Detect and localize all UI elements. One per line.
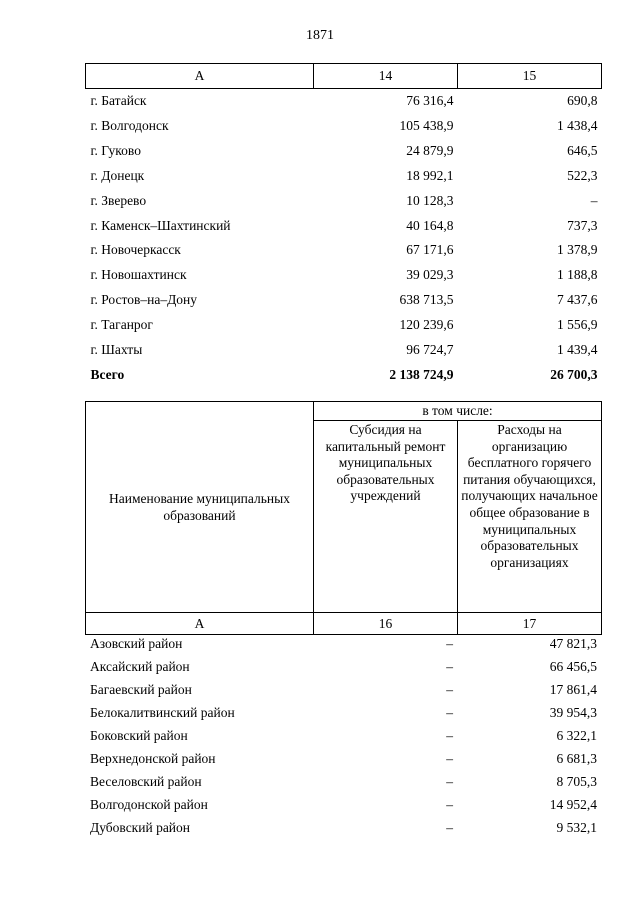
value-col17: 6 322,1 <box>556 728 597 743</box>
table-header-block <box>85 401 602 635</box>
table-header-row <box>86 64 602 89</box>
table-row <box>86 313 602 338</box>
value-col15: 7 437,6 <box>557 292 598 308</box>
column-index: 16 <box>314 613 458 635</box>
value-col14: 76 316,4 <box>406 93 454 109</box>
value-col17: 47 821,3 <box>549 636 597 652</box>
value-col15: 1 378,9 <box>557 242 598 258</box>
value-col16: – <box>446 728 453 743</box>
value-col17: 6 681,3 <box>556 750 597 766</box>
column-16-header: Субсидия на капитальный ремонт муниципальных образовательных учреждений <box>314 421 458 613</box>
table-row <box>86 337 602 362</box>
value-col15: 1 439,4 <box>557 341 598 357</box>
column-header: А <box>86 64 314 89</box>
municipality-name: г. Таганрог <box>90 317 153 333</box>
column-index: 17 <box>458 613 602 635</box>
value-col14: 10 128,3 <box>406 192 454 208</box>
municipality-name: Веселовский район <box>90 773 202 789</box>
municipality-name: г. Гуково <box>90 143 141 159</box>
municipality-name: г. Ростов–на–Дону <box>90 292 198 308</box>
value-col16: – <box>446 796 453 812</box>
value-col16: – <box>446 819 453 835</box>
value-col14: 120 239,6 <box>399 317 454 333</box>
value-col14: 40 164,8 <box>406 217 454 233</box>
value-col16: – <box>446 773 453 789</box>
table-row <box>85 770 601 793</box>
municipality-name: Верхнедонской район <box>90 750 216 766</box>
municipality-name: г. Каменск–Шахтинский <box>90 217 231 233</box>
municipality-name: г. Новошахтинск <box>90 267 187 283</box>
municipality-name: г. Зверево <box>90 192 147 208</box>
total-col15: 26 700,3 <box>550 366 598 382</box>
value-col15: 1 438,4 <box>557 118 598 134</box>
budget-table-districts <box>85 633 601 839</box>
value-col16: – <box>446 705 453 721</box>
municipality-name: г. Донецк <box>90 167 145 183</box>
value-col15: 737,3 <box>567 217 598 233</box>
value-col14: 39 029,3 <box>406 267 454 283</box>
table-row <box>86 114 602 139</box>
budget-table-cities <box>85 63 602 387</box>
value-col16: – <box>446 636 453 652</box>
value-col15: 1 188,8 <box>557 267 598 283</box>
column-header: 15 <box>458 64 602 89</box>
value-col15: – <box>590 192 598 208</box>
municipality-name: г. Новочеркасск <box>90 242 181 258</box>
table-row <box>85 725 601 748</box>
table-row <box>85 747 601 770</box>
municipality-name: г. Волгодонск <box>90 118 169 134</box>
value-col17: 39 954,3 <box>549 705 597 721</box>
value-col15: 646,5 <box>567 143 598 159</box>
municipality-name: Азовский район <box>90 636 183 652</box>
table-row <box>86 89 602 114</box>
table-row <box>86 238 602 263</box>
table-row <box>85 816 601 839</box>
value-col17: 8 705,3 <box>556 773 597 789</box>
municipality-name: Волгодонской район <box>90 796 208 812</box>
table-row <box>85 793 601 816</box>
column-header: 14 <box>314 64 458 89</box>
table-row <box>86 188 602 213</box>
table-row <box>85 656 601 679</box>
value-col14: 67 171,6 <box>406 242 454 258</box>
municipality-name: Боковский район <box>90 728 188 743</box>
total-label: Всего <box>90 366 125 382</box>
municipality-column-header: Наименование муниципальных образований <box>86 402 314 613</box>
value-col14: 24 879,9 <box>406 143 454 159</box>
total-col14: 2 138 724,9 <box>389 366 454 382</box>
table-row <box>85 633 601 656</box>
value-col14: 96 724,7 <box>406 341 454 357</box>
value-col17: 17 861,4 <box>549 682 597 698</box>
column-index: А <box>86 613 314 635</box>
column-17-header: Расходы на организацию бесплатного горячего питания обучающихся, получающих начальное общее образование в муниципальных образовательных организациях <box>458 421 602 613</box>
table-row <box>86 164 602 189</box>
value-col16: – <box>446 750 453 766</box>
value-col14: 18 992,1 <box>406 167 454 183</box>
value-col16: – <box>446 659 453 675</box>
municipality-name: Дубовский район <box>90 819 191 835</box>
municipality-name: Белокалитвинский район <box>90 705 235 721</box>
value-col14: 638 713,5 <box>399 292 454 308</box>
value-col17: 9 532,1 <box>556 819 597 835</box>
value-col14: 105 438,9 <box>399 118 454 134</box>
page-number: 1871 <box>306 28 334 43</box>
table-row <box>86 288 602 313</box>
table-row <box>86 139 602 164</box>
table-row <box>85 702 601 725</box>
municipality-name: г. Батайск <box>90 93 147 109</box>
table-row <box>85 679 601 702</box>
municipality-name: Багаевский район <box>90 682 192 698</box>
value-col15: 1 556,9 <box>557 317 598 333</box>
value-col15: 690,8 <box>567 93 598 109</box>
value-col17: 14 952,4 <box>549 796 597 812</box>
table-row <box>86 213 602 238</box>
table-row <box>86 263 602 288</box>
including-header: в том числе: <box>314 402 602 421</box>
municipality-name: Аксайский район <box>90 659 190 675</box>
total-row <box>86 362 602 387</box>
value-col17: 66 456,5 <box>549 659 597 675</box>
municipality-name: г. Шахты <box>90 341 143 357</box>
value-col16: – <box>446 682 453 698</box>
value-col15: 522,3 <box>567 167 598 183</box>
